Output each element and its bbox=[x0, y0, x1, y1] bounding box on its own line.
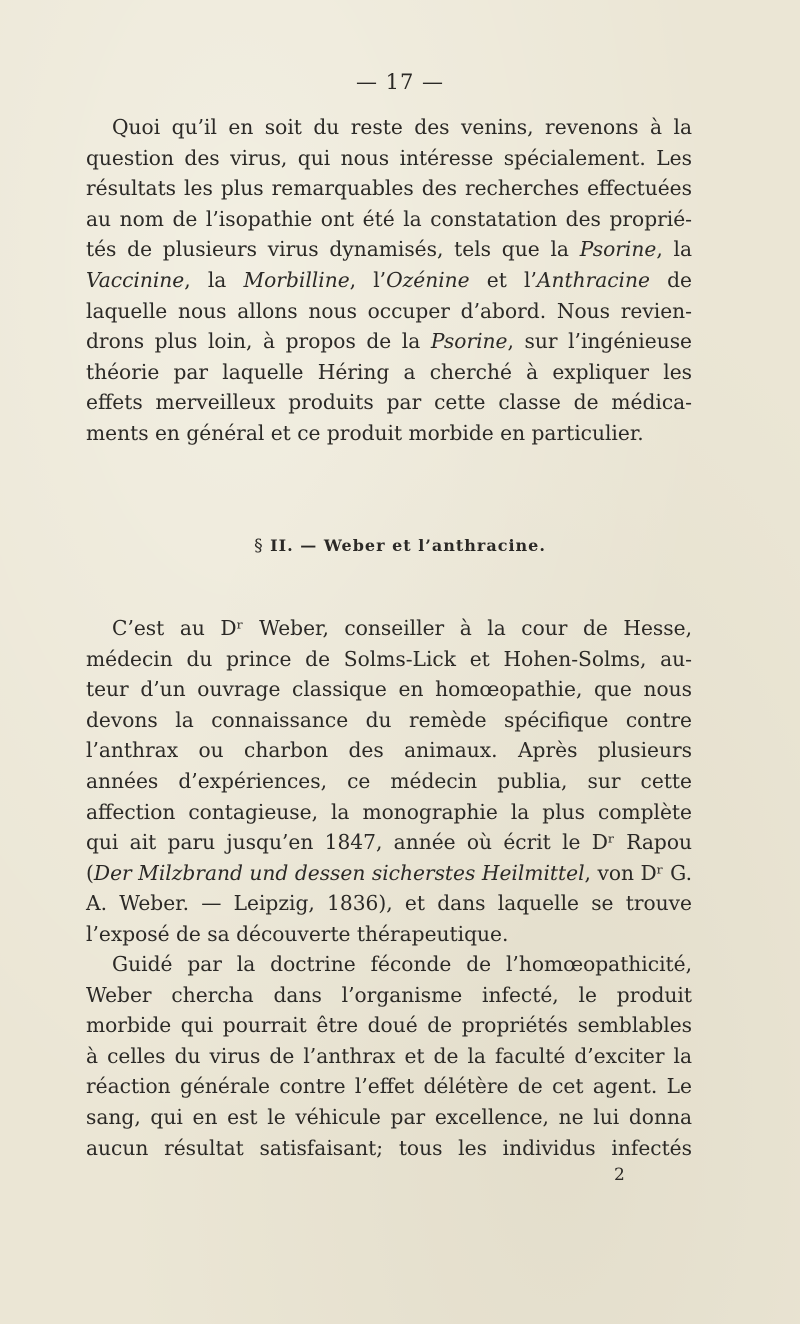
section-symbol: § bbox=[254, 536, 264, 556]
text-line: au nom de l’isopathie ont été la constatation des proprié- bbox=[86, 206, 692, 231]
line-text: drons plus loin, à propos de la bbox=[86, 329, 431, 354]
book-title: Der Milzbrand und dessen sicherstes Heilmittel bbox=[93, 860, 585, 885]
text-line: C’est au Dʳ Weber, conseiller à la cour de Hesse, bbox=[112, 616, 692, 640]
line-text: , l’ bbox=[349, 267, 387, 292]
paragraph-isopathy bbox=[86, 112, 692, 449]
text-line: Quoi qu’il en soit du reste des venins, revenons à la bbox=[112, 115, 692, 139]
section-number: II. bbox=[270, 536, 294, 555]
line-text: et l’ bbox=[469, 267, 537, 292]
term-psorine: Psorine bbox=[579, 237, 657, 262]
text-line bbox=[86, 858, 692, 889]
text-line: Weber chercha dans l’organisme infecté, le produit bbox=[86, 982, 692, 1007]
section-heading bbox=[0, 536, 800, 556]
text-line: morbide qui pourrait être doué de propriétés semblables bbox=[86, 1013, 692, 1038]
line-text: de bbox=[649, 267, 692, 292]
text-line: laquelle nous allons nous occuper d’abord. Nous revien- bbox=[86, 298, 692, 323]
text-line: qui ait paru jusqu’en 1847, année où écrit le Dʳ Rapou bbox=[86, 830, 692, 855]
text-line: sang, qui en est le véhicule par excellence, ne lui donna bbox=[86, 1104, 692, 1129]
text-line: résultats les plus remarquables des recherches effectuées bbox=[86, 176, 692, 201]
text-line: affection contagieuse, la monographie la plus complète bbox=[86, 799, 692, 824]
term-morbilline: Morbilline bbox=[243, 267, 350, 292]
line-text: , la bbox=[656, 237, 692, 262]
term-vaccinine: Vaccinine bbox=[86, 267, 185, 292]
text-line: ments en général et ce produit morbide en particulier. bbox=[86, 420, 644, 445]
text-line bbox=[86, 265, 692, 296]
term-anthracine: Anthracine bbox=[536, 267, 650, 292]
text-line: réaction générale contre l’effet délétère de cet agent. Le bbox=[86, 1074, 692, 1099]
text-line: effets merveilleux produits par cette classe de médica- bbox=[86, 390, 692, 415]
line-text: , la bbox=[184, 267, 244, 292]
line-text: , von Dʳ G. bbox=[584, 860, 692, 885]
line-text: ( bbox=[86, 860, 94, 885]
text-line: question des virus, qui nous intéresse spécialement. Les bbox=[86, 145, 692, 170]
text-line: Guidé par la doctrine féconde de l’homœopathicité, bbox=[112, 952, 692, 976]
paragraph-homoeopathicity bbox=[86, 949, 692, 1163]
text-line: aucun résultat satisfaisant; tous les individus infectés bbox=[86, 1135, 692, 1160]
text-line: années d’expériences, ce médecin publia, sur cette bbox=[86, 768, 692, 793]
line-text: , sur l’ingénieuse bbox=[507, 329, 693, 354]
text-line bbox=[86, 326, 692, 357]
text-line: théorie par laquelle Héring a cherché à expliquer les bbox=[86, 359, 692, 384]
text-line: A. Weber. — Leipzig, 1836), et dans laquelle se trouve bbox=[86, 891, 692, 916]
signature-mark: 2 bbox=[614, 1165, 625, 1185]
text-line: devons la connaissance du remède spécifique contre bbox=[86, 707, 692, 732]
text-line: teur d’un ouvrage classique en homœopathie, que nous bbox=[86, 677, 692, 702]
text-line: à celles du virus de l’anthrax et de la faculté d’exciter la bbox=[86, 1043, 692, 1068]
section-title: Weber et l’anthracine. bbox=[323, 536, 546, 555]
term-psorine-2: Psorine bbox=[430, 329, 508, 354]
page-number: — 17 — bbox=[355, 70, 445, 94]
text-line: médecin du prince de Solms-Lick et Hohen-Solms, au- bbox=[86, 646, 692, 671]
text-line: l’anthrax ou charbon des animaux. Après plusieurs bbox=[86, 738, 692, 763]
line-text: tés de plusieurs virus dynamisés, tels que la bbox=[86, 237, 580, 262]
paragraph-weber bbox=[86, 613, 692, 950]
text-line: l’exposé de sa découverte thérapeutique. bbox=[86, 921, 509, 946]
term-ozenine: Ozénine bbox=[386, 267, 470, 292]
text-line bbox=[86, 234, 692, 265]
section-dash: — bbox=[300, 536, 318, 555]
